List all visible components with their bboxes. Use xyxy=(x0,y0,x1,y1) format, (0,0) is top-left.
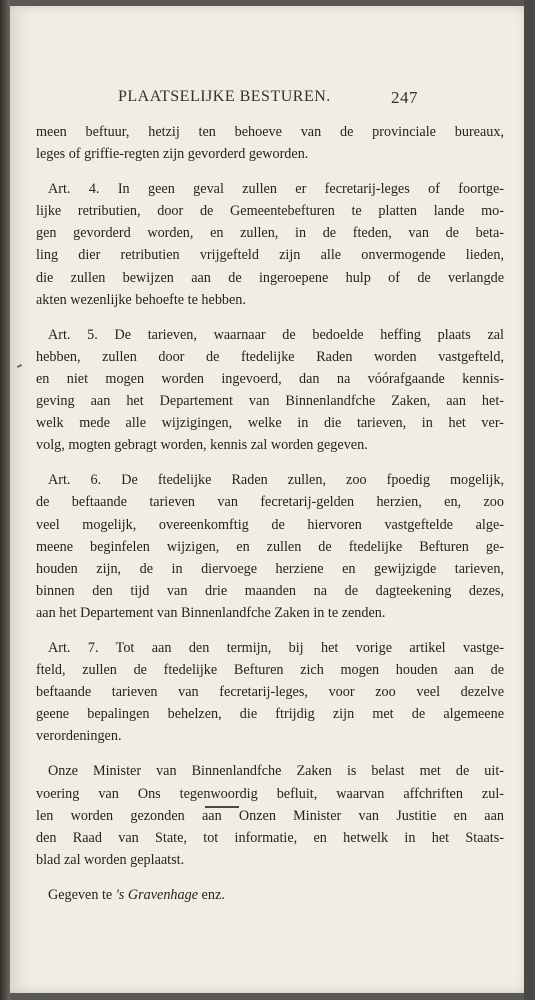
text-line: Art. 4. In geen geval zullen er fecretarij-leges of foortge- xyxy=(48,181,504,198)
text-line: Art. 5. De tarieven, waarnaar de bedoelde heffing plaats zal xyxy=(48,326,504,343)
text-line: blad zal worden geplaatst. xyxy=(36,851,185,868)
text-line: aan het Departement van Binnenlandfche Zaken in te zenden. xyxy=(36,604,386,621)
closing-line xyxy=(36,884,504,906)
execution-clause xyxy=(36,760,504,870)
text-line: voering van Ons tegenwoordig befluit, waarvan affchriften zul- xyxy=(36,785,504,802)
text-line: gen gevorderd worden, en zullen, in de fteden, van de beta- xyxy=(36,225,504,242)
page-edge-background xyxy=(524,0,535,1000)
closing-suffix: enz. xyxy=(198,886,225,903)
article-6 xyxy=(36,469,504,624)
article-5 xyxy=(36,324,504,457)
book-spine-shadow xyxy=(0,0,10,1000)
article-7 xyxy=(36,637,504,747)
text-line: akten wezenlijke behoefte te hebben. xyxy=(36,291,246,308)
text-line: verordeningen. xyxy=(36,728,122,745)
text-line: de beftaande tarieven van fecretarij-gelden herzien, en, zoo xyxy=(36,494,504,511)
text-line: geene bepalingen behelzen, die ftrijdig zijn met de algemeene xyxy=(36,706,504,723)
end-rule xyxy=(205,806,239,808)
page-number: 247 xyxy=(391,88,418,107)
text-line: meene beginfelen wijzigen, en zullen de ftedelijke Befturen ge- xyxy=(36,538,504,555)
text-line: hebben, zullen door de ftedelijke Raden worden vastgefteld, xyxy=(36,348,504,365)
text-line: binnen den tijd van drie maanden na de dagteekening dezes, xyxy=(36,582,504,599)
text-line: fteld, zullen de ftedelijke Befturen zich mogen houden aan de xyxy=(36,662,504,679)
text-line: houden zijn, de in diervoege herziene en gewijzigde tarieven, xyxy=(36,560,504,577)
closing-place: 's Gravenhage xyxy=(115,886,198,903)
text-line: volg, mogten gebragt worden, kennis zal worden gegeven. xyxy=(36,437,368,454)
text-line: Onze Minister van Binnenlandfche Zaken is belast met de uit- xyxy=(48,763,504,780)
text-line: veel mogelijk, overeenkomftig de hiervoren vastgeftelde alge- xyxy=(36,516,504,533)
text-line: len worden gezonden aan Onzen Minister van Justitie en aan xyxy=(36,807,504,824)
text-line: den Raad van State, tot informatie, en hetwelk in het Staats- xyxy=(36,829,504,846)
text-line: lijke retributien, door de Gemeentebefturen te platten lande mo- xyxy=(36,203,504,220)
text-line: die zullen bewijzen aan de ingeroepene hulp of de verlangde xyxy=(36,269,504,286)
text-line: Art. 6. De ftedelijke Raden zullen, zoo fpoedig mogelijk, xyxy=(48,472,504,489)
text-line: Art. 7. Tot aan den termijn, bij het vorige artikel vastge- xyxy=(48,639,504,656)
text-line: leges of griffie-regten zijn gevorderd geworden. xyxy=(36,146,309,163)
text-line: en niet mogen worden ingevoerd, dan na vóórafgaande kennis- xyxy=(36,370,504,387)
text-line: ling dier retributien vrijgefteld zijn alle onvermogende lieden, xyxy=(36,247,504,264)
text-line: geving aan het Departement van Binnenlandfche Zaken, aan het- xyxy=(36,393,504,410)
paragraph-continuation xyxy=(36,121,504,165)
closing-prefix: Gegeven te xyxy=(48,886,116,903)
body-text xyxy=(36,121,504,906)
text-line: beftaande tarieven van fecretarij-leges, voor zoo veel dezelve xyxy=(36,684,504,701)
page-header xyxy=(118,88,418,110)
running-head: PLAATSELIJKE BESTUREN. xyxy=(118,88,331,105)
text-line: welk mede alle wijzigingen, welke in die tarieven, in het ver- xyxy=(36,415,504,432)
article-4 xyxy=(36,178,504,311)
text-line: meen beftuur, hetzij ten behoeve van de provinciale bureaux, xyxy=(36,124,504,140)
